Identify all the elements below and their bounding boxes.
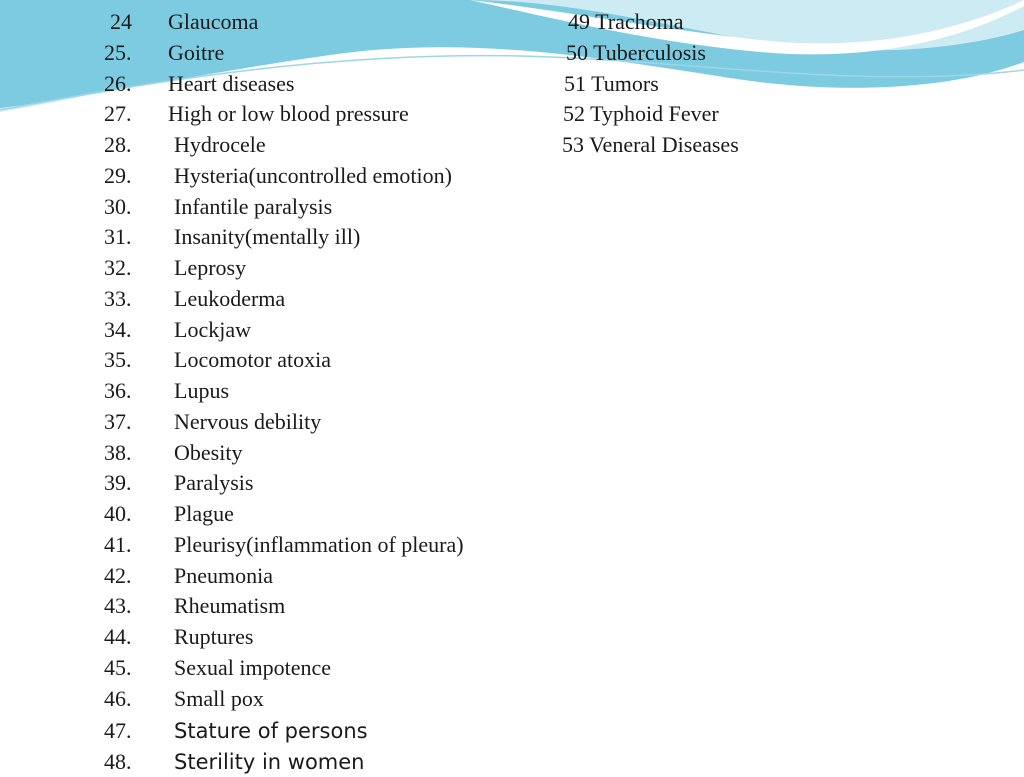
list-item bbox=[0, 468, 560, 498]
item-text: Plague bbox=[174, 501, 234, 526]
list-item bbox=[0, 345, 560, 375]
list-item bbox=[0, 130, 560, 160]
list-item bbox=[0, 222, 560, 252]
item-number: 31. bbox=[104, 224, 132, 250]
item-text: Sexual impotence bbox=[174, 654, 332, 680]
list-item bbox=[0, 716, 560, 746]
item-text: Leprosy bbox=[174, 255, 247, 280]
item-text: Stature of persons bbox=[174, 719, 368, 744]
item-number: 27. bbox=[104, 101, 132, 127]
item-number: 24 bbox=[110, 9, 132, 34]
item-text: Rheumatism bbox=[174, 593, 286, 619]
item-number: 48. bbox=[104, 749, 132, 774]
item-number: 35. bbox=[104, 347, 132, 373]
item-number: 41. bbox=[104, 531, 132, 557]
item-number: 34. bbox=[104, 316, 132, 342]
list-item bbox=[0, 591, 560, 621]
item-text: Ruptures bbox=[174, 624, 254, 649]
item-number: 46. bbox=[104, 685, 132, 711]
list-item bbox=[0, 747, 560, 777]
list-item bbox=[0, 7, 560, 37]
list-item bbox=[0, 438, 560, 468]
item-number: 25. bbox=[104, 39, 132, 65]
item-number: 29. bbox=[104, 162, 132, 188]
item-text: Insanity(mentally ill) bbox=[174, 224, 361, 250]
list-item bbox=[0, 530, 560, 560]
item-text: Nervous debility bbox=[174, 408, 322, 434]
item-text: Pleurisy(inflammation of pleura) bbox=[174, 531, 464, 557]
item-text: Sterility in women bbox=[174, 750, 365, 774]
item-text: Hydrocele bbox=[174, 132, 266, 157]
item-number: 36. bbox=[104, 378, 132, 403]
list-item bbox=[0, 653, 560, 683]
item-text: Goitre bbox=[168, 39, 225, 65]
item-text: Lupus bbox=[174, 378, 229, 403]
item-text: Leukoderma bbox=[174, 285, 286, 311]
item-text: Locomotor atoxia bbox=[174, 347, 332, 373]
item-number: 32. bbox=[104, 255, 132, 280]
item-number: 30. bbox=[104, 193, 132, 219]
list-item: 51 Tumors bbox=[564, 70, 659, 96]
item-text: Paralysis bbox=[174, 470, 254, 496]
list-item bbox=[0, 161, 560, 191]
list-item bbox=[0, 561, 560, 591]
item-number: 40. bbox=[104, 501, 132, 526]
list-item bbox=[0, 622, 560, 652]
item-number: 26. bbox=[104, 70, 132, 96]
list-item bbox=[0, 315, 560, 345]
list-item bbox=[0, 499, 560, 529]
item-number: 33. bbox=[104, 285, 132, 311]
list-item bbox=[0, 684, 560, 714]
list-item bbox=[0, 38, 560, 68]
item-text: Lockjaw bbox=[174, 316, 251, 342]
item-text: Small pox bbox=[174, 685, 264, 711]
item-number: 38. bbox=[104, 439, 132, 465]
item-text: Infantile paralysis bbox=[174, 193, 333, 219]
item-number: 39. bbox=[104, 470, 132, 496]
item-number: 45. bbox=[104, 654, 132, 680]
item-text: High or low blood pressure bbox=[168, 101, 409, 127]
list-item bbox=[0, 376, 560, 406]
item-number: 44. bbox=[104, 624, 132, 649]
item-text: Hysteria(uncontrolled emotion) bbox=[174, 162, 452, 188]
item-text: Pneumonia bbox=[174, 562, 273, 588]
list-item: 52 Typhoid Fever bbox=[563, 101, 719, 127]
item-number: 28. bbox=[104, 132, 132, 157]
list-item bbox=[0, 192, 560, 222]
item-number: 37. bbox=[104, 408, 132, 434]
item-text: Heart diseases bbox=[168, 70, 295, 96]
item-text: Glaucoma bbox=[168, 9, 259, 34]
item-number: 43. bbox=[104, 593, 132, 619]
list-item bbox=[0, 284, 560, 314]
item-number: 42. bbox=[104, 562, 132, 588]
list-item: 53 Veneral Diseases bbox=[562, 132, 739, 157]
list-item: 49 Trachoma bbox=[568, 9, 684, 34]
list-item bbox=[0, 407, 560, 437]
list-item bbox=[0, 69, 560, 99]
list-item: 50 Tuberculosis bbox=[566, 39, 706, 65]
list-item bbox=[0, 253, 560, 283]
list-item bbox=[0, 99, 560, 129]
item-number: 47. bbox=[104, 718, 132, 744]
item-text: Obesity bbox=[174, 439, 243, 465]
